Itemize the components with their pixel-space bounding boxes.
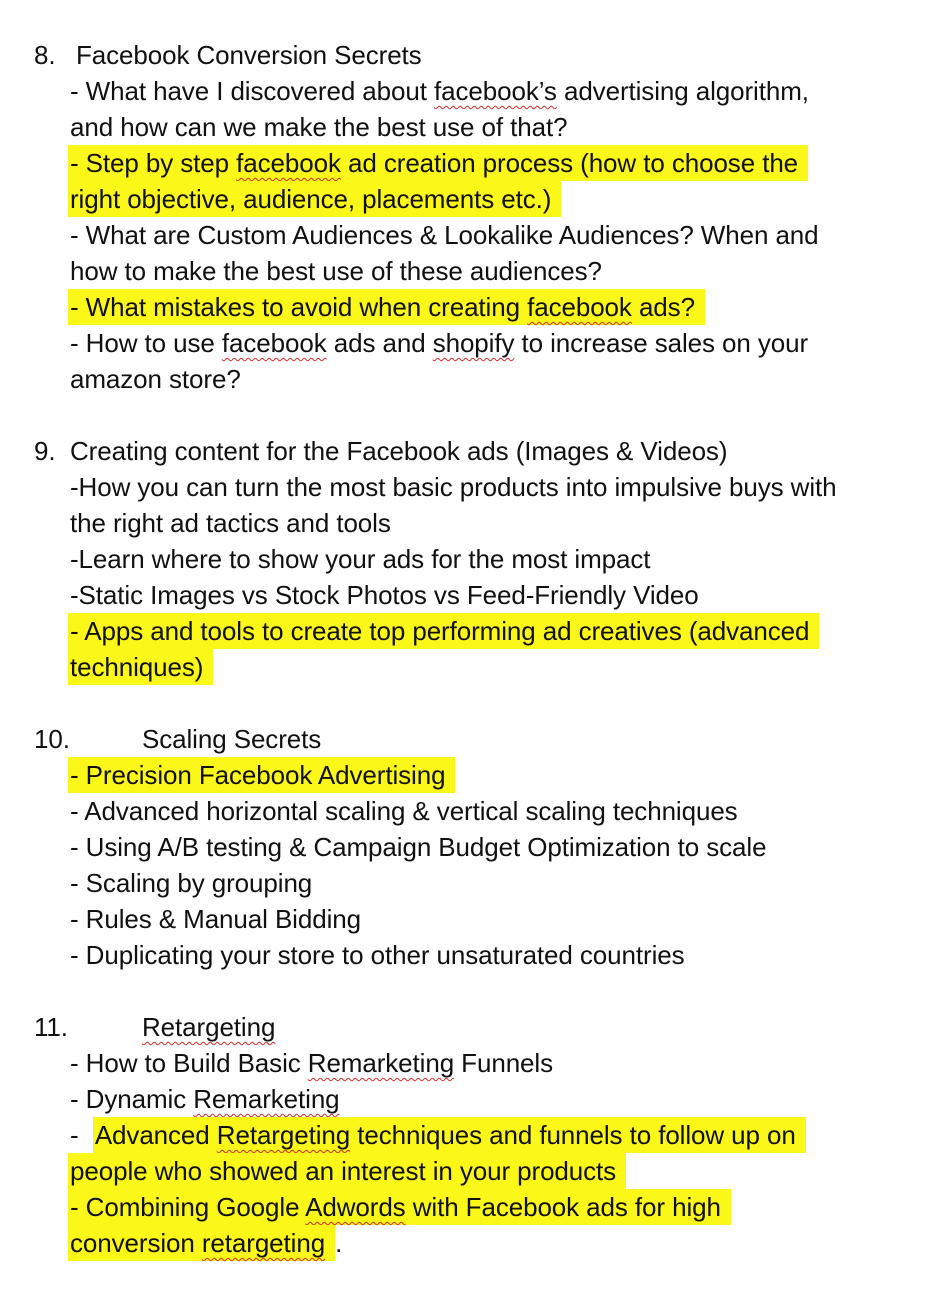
- list-item: conversion retargeting .: [0, 1225, 938, 1261]
- section-title: Facebook Conversion Secrets: [76, 40, 422, 70]
- misspelled-word[interactable]: retargeting: [201, 1228, 326, 1258]
- list-item: - Advanced Retargeting techniques and funnels to follow up on: [0, 1117, 938, 1153]
- misspelled-word[interactable]: shopify: [432, 328, 515, 358]
- misspelled-word[interactable]: facebook: [527, 292, 632, 322]
- list-item: - Scaling by grouping: [70, 868, 313, 898]
- section-heading: [0, 37, 938, 73]
- list-item: [0, 1189, 938, 1225]
- list-item: [0, 289, 938, 325]
- misspelled-word[interactable]: Adwords: [305, 1192, 406, 1222]
- list-item: - What have I discovered about facebook’s advertising algorithm,: [70, 76, 809, 106]
- list-item: - How to use facebook ads and shopify to increase sales on your: [70, 328, 809, 358]
- blank-line: [0, 685, 938, 721]
- list-item: [0, 757, 938, 793]
- section-title: Creating content for the Facebook ads (Images & Videos): [70, 436, 728, 466]
- list-item: [0, 181, 938, 217]
- misspelled-word[interactable]: facebook: [221, 328, 327, 358]
- list-item: -Static Images vs Stock Photos vs Feed-Friendly Video: [70, 580, 699, 610]
- highlighted-text: people who showed an interest in your products: [68, 1153, 626, 1189]
- highlighted-text: - Step by step facebook ad creation process (how to choose the: [68, 145, 808, 181]
- list-item: - Duplicating your store to other unsaturated countries: [70, 940, 685, 970]
- list-item: and how can we make the best use of that?: [70, 112, 568, 142]
- section-number: 10.: [34, 724, 70, 754]
- highlighted-text: Advanced Retargeting techniques and funnels to follow up on: [93, 1117, 806, 1153]
- list-item: [0, 145, 938, 181]
- misspelled-word[interactable]: Remarketing: [307, 1048, 455, 1078]
- misspelled-word[interactable]: facebook: [236, 148, 341, 178]
- misspelled-word[interactable]: Remarketing: [193, 1084, 340, 1114]
- list-item: - What are Custom Audiences & Lookalike Audiences? When and: [70, 220, 819, 250]
- list-item: - Dynamic Remarketing: [70, 1084, 340, 1114]
- highlighted-text: right objective, audience, placements etc.): [68, 181, 561, 217]
- section-number: 9.: [34, 436, 56, 466]
- list-item: -How you can turn the most basic products into impulsive buys with: [70, 472, 837, 502]
- list-item: [0, 613, 938, 649]
- highlighted-text: - Combining Google Adwords with Facebook ads for high: [68, 1189, 731, 1225]
- blank-line: [0, 397, 938, 433]
- list-item: amazon store?: [70, 364, 241, 394]
- list-item: how to make the best use of these audiences?: [70, 256, 602, 286]
- corner-decoration: [928, 0, 938, 10]
- highlighted-text: techniques): [68, 649, 213, 685]
- section-title: Scaling Secrets: [142, 724, 322, 754]
- list-item: [0, 1153, 938, 1189]
- highlighted-text: - What mistakes to avoid when creating facebook ads?: [68, 289, 705, 325]
- highlighted-text: - Apps and tools to create top performing ad creatives (advanced: [68, 613, 819, 649]
- misspelled-word[interactable]: facebook’s: [434, 76, 557, 106]
- list-item: - Using A/B testing & Campaign Budget Optimization to scale: [70, 832, 767, 862]
- section-heading: [0, 721, 938, 757]
- misspelled-word[interactable]: Retargeting: [216, 1120, 351, 1150]
- document-body: [0, 37, 938, 1261]
- section-heading: [0, 1009, 938, 1045]
- section-number: 8.: [34, 40, 56, 70]
- highlighted-text: - Precision Facebook Advertising: [68, 757, 455, 793]
- list-item: [0, 649, 938, 685]
- highlighted-text: conversion retargeting: [68, 1225, 335, 1261]
- list-item: -Learn where to show your ads for the most impact: [70, 544, 651, 574]
- blank-line: [0, 973, 938, 1009]
- list-item: - Rules & Manual Bidding: [70, 904, 361, 934]
- section-number: 11.: [34, 1012, 68, 1042]
- section-title[interactable]: Retargeting: [142, 1012, 276, 1042]
- list-item: - How to Build Basic Remarketing Funnels: [70, 1048, 553, 1078]
- section-heading: [0, 433, 938, 469]
- list-item: - Advanced horizontal scaling & vertical scaling techniques: [70, 796, 738, 826]
- list-item: the right ad tactics and tools: [70, 508, 391, 538]
